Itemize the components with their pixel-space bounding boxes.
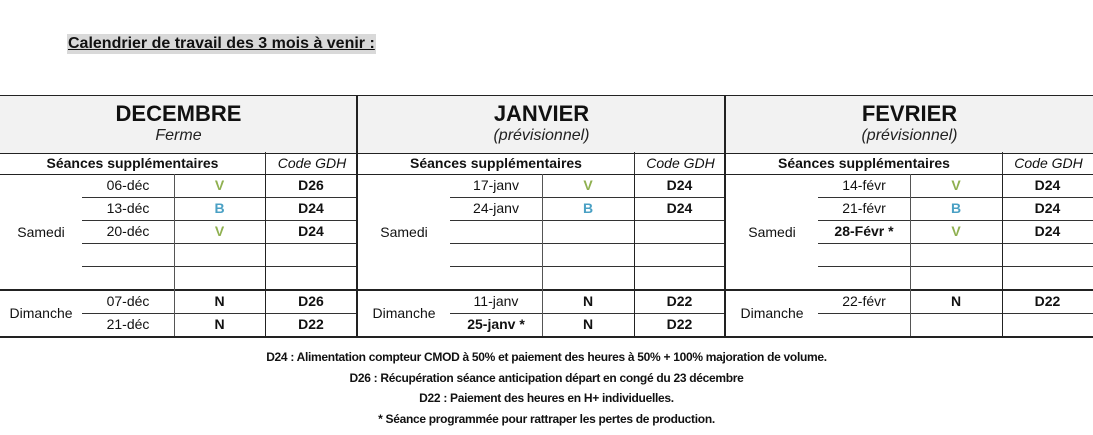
date-cell: 20-déc	[106, 223, 150, 239]
date-cell: 21-févr	[842, 200, 886, 216]
code-cell: D24	[298, 200, 324, 216]
row-divider	[450, 313, 725, 314]
day-label-samedi: Samedi	[380, 224, 428, 240]
month-january	[358, 95, 725, 338]
code-cell: D24	[1034, 200, 1061, 216]
day-label-dimanche: Dimanche	[372, 305, 436, 321]
month-header	[0, 95, 357, 154]
col-divider	[910, 174, 911, 336]
team-cell: N	[214, 316, 225, 332]
code-cell: D24	[666, 200, 693, 216]
date-cell: 14-févr	[842, 177, 886, 193]
month-name: FEVRIER	[861, 101, 958, 126]
code-cell: D22	[666, 293, 693, 309]
date-cell: 13-déc	[106, 200, 150, 216]
team-cell: N	[214, 293, 225, 309]
date-cell: 17-janv	[473, 177, 519, 193]
code-cell: D24	[298, 223, 324, 239]
month-february	[726, 95, 1093, 338]
table-bottom-border	[0, 336, 1093, 338]
code-cell: D24	[1034, 177, 1061, 193]
month-name: DECEMBRE	[115, 101, 242, 126]
row-divider	[818, 266, 1093, 267]
team-cell: V	[214, 177, 225, 193]
row-divider	[450, 266, 725, 267]
col-divider	[634, 174, 635, 336]
month-status: (prévisionnel)	[493, 127, 590, 144]
date-cell: 06-déc	[106, 177, 150, 193]
row-divider	[82, 243, 357, 244]
team-cell: N	[582, 293, 594, 309]
row-divider	[450, 220, 725, 221]
legend-notes	[0, 347, 1093, 429]
month-december	[0, 95, 357, 338]
column-headers	[726, 152, 1093, 175]
code-cell: D22	[666, 316, 693, 332]
col-divider	[1002, 174, 1003, 336]
note-d26: D26 : Récupération séance anticipation départ en congé du 23 décembre	[349, 370, 744, 385]
team-cell: V	[951, 177, 961, 193]
column-headers	[358, 152, 725, 175]
day-label-samedi: Samedi	[17, 224, 65, 240]
col-divider	[542, 174, 543, 336]
date-cell: 22-févr	[842, 293, 886, 309]
code-cell: D26	[298, 177, 324, 193]
team-cell: B	[950, 200, 962, 216]
date-cell: 25-janv *	[467, 316, 525, 332]
team-cell: V	[583, 177, 593, 193]
day-label-dimanche: Dimanche	[740, 305, 804, 321]
date-cell: 21-déc	[106, 316, 150, 332]
date-cell: 28-Févr *	[834, 223, 894, 239]
row-divider	[82, 220, 357, 221]
row-divider	[450, 197, 725, 198]
month-header	[726, 95, 1093, 154]
code-cell: D24	[1034, 223, 1061, 239]
col-divider	[265, 174, 266, 336]
code-cell: D22	[298, 316, 324, 332]
work-calendar-table	[0, 95, 1093, 338]
day-label-dimanche: Dimanche	[9, 305, 73, 321]
date-cell: 24-janv	[473, 200, 519, 216]
seances-header: Séances supplémentaires	[778, 155, 950, 171]
team-cell: V	[951, 223, 961, 239]
row-divider	[818, 313, 1093, 314]
day-label-samedi: Samedi	[748, 224, 796, 240]
seances-header: Séances supplémentaires	[46, 155, 219, 171]
team-cell: B	[214, 200, 225, 216]
code-cell: D24	[666, 177, 693, 193]
code-cell: D22	[1034, 293, 1061, 309]
code-gdh-header: Code GDH	[1002, 152, 1093, 174]
team-cell: V	[214, 223, 225, 239]
row-divider	[82, 266, 357, 267]
team-cell: N	[582, 316, 594, 332]
row-divider	[82, 197, 357, 198]
note-d24: D24 : Alimentation compteur CMOD à 50% et paiement des heures à 50% + 100% majoration de volume.	[266, 350, 827, 364]
code-gdh-header: Code GDH	[634, 152, 726, 174]
team-cell: N	[950, 293, 962, 309]
page-title: Calendrier de travail des 3 mois à venir :	[68, 35, 375, 52]
seances-header: Séances supplémentaires	[410, 155, 582, 171]
row-divider	[450, 243, 725, 244]
date-cell: 07-déc	[106, 293, 150, 309]
team-cell: B	[582, 200, 594, 216]
note-d22: D22 : Paiement des heures en H+ individuelles.	[419, 391, 674, 405]
row-divider	[818, 243, 1093, 244]
month-status: (prévisionnel)	[861, 127, 958, 144]
section-divider	[0, 289, 357, 291]
column-headers	[0, 152, 357, 175]
row-divider	[818, 197, 1093, 198]
date-cell: 11-janv	[473, 293, 519, 309]
row-divider	[818, 220, 1093, 221]
note-asterisk: * Séance programmée pour rattraper les pertes de production.	[378, 411, 715, 426]
month-name: JANVIER	[493, 101, 590, 126]
code-gdh-header: Code GDH	[265, 152, 358, 174]
month-status: Ferme	[155, 127, 202, 144]
col-divider	[174, 174, 175, 336]
row-divider	[82, 313, 357, 314]
code-cell: D26	[298, 293, 324, 309]
month-header	[358, 95, 725, 154]
